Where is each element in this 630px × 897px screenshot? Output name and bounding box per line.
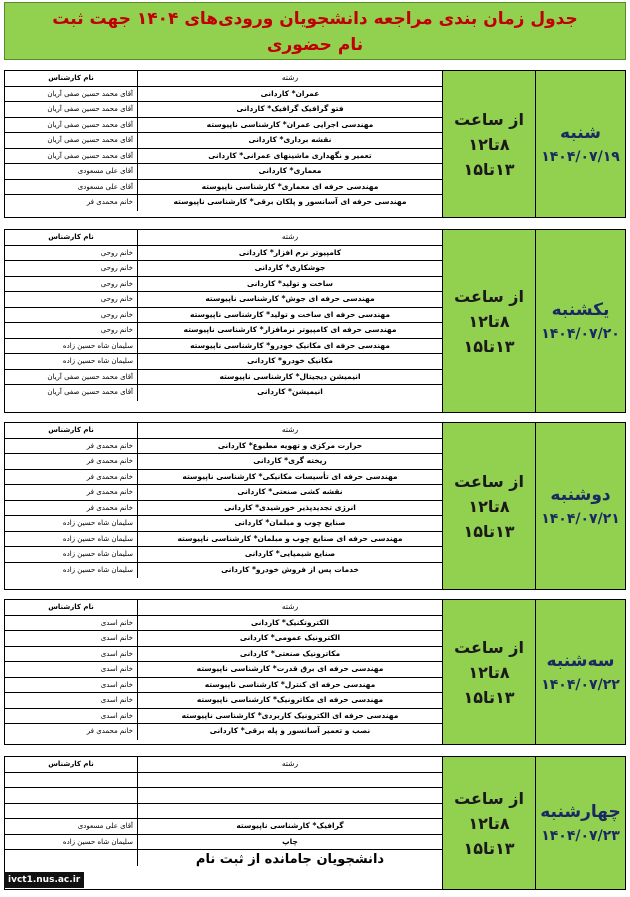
table-row: [5, 118, 442, 134]
field-cell: ساخت و تولید* کاردانی: [246, 278, 333, 288]
expert-name-cell: خانم اسدی: [5, 616, 138, 631]
field-cell: خدمات پس از فروش خودرو* کاردانی: [221, 564, 359, 574]
expert-name-cell: خانم اسدی: [5, 709, 138, 724]
table-row: [5, 788, 442, 804]
day-name: یکشنبه: [551, 300, 610, 320]
time-line: ۸تا۱۲: [468, 662, 510, 682]
table-row: [5, 195, 442, 211]
table-row: [5, 102, 442, 118]
table-row: [5, 501, 442, 517]
field-cell: مهندسی حرفه ای مکانیک خودرو* کارشناسی ناپیوسته: [190, 340, 390, 350]
field-cell: مکانیک خودرو* کاردانی: [247, 356, 333, 365]
table-row: [5, 454, 442, 470]
table-row: [5, 563, 442, 579]
day-table: [5, 757, 443, 889]
expert-name-cell: خانم روحی: [5, 323, 138, 338]
table-row: [5, 662, 442, 678]
field-cell: مکاترونیک صنعتی* کاردانی: [239, 648, 341, 658]
field-cell: نقشه برداری* کاردانی: [248, 135, 332, 144]
expert-name-cell: خانم روحی: [5, 277, 138, 292]
field-cell: ریخته گری* کاردانی: [253, 456, 327, 465]
header-expert: نام کارشناس: [5, 757, 138, 772]
field-cell: مهندسی حرفه ای معماری* کارشناسی ناپیوسته: [201, 181, 379, 191]
expert-name-cell: خانم محمدی فر: [5, 439, 138, 454]
day-table: [5, 423, 443, 589]
field-cell: مهندسی حرفه ای جوش* کارشناسی ناپیوسته: [205, 294, 375, 303]
time-line: از ساعت: [454, 286, 524, 306]
expert-name-cell: [5, 804, 138, 819]
table-row: [5, 470, 442, 486]
expert-name-cell: سلیمان شاه حسین زاده: [5, 835, 138, 850]
day-block: [4, 422, 626, 590]
expert-name-cell: خانم اسدی: [5, 631, 138, 646]
field-cell: انرژی تجدیدپذیر خورشیدی* کاردانی: [224, 502, 356, 512]
field-cell: صنایع شیمیایی* کاردانی: [244, 549, 336, 558]
expert-name-cell: خانم روحی: [5, 308, 138, 323]
table-row: [5, 292, 442, 308]
header-expert: نام کارشناس: [5, 230, 138, 245]
expert-name-cell: آقای محمد حسین صفی آریان: [5, 133, 138, 148]
table-row: [5, 835, 442, 851]
field-cell: مهندسی اجرایی عمران* کارشناسی ناپیوسته: [206, 119, 374, 129]
field-cell: گرافیک* کارشناسی ناپیوسته: [236, 821, 344, 830]
table-row: [5, 246, 442, 262]
time-line: ۸تا۱۲: [468, 134, 510, 154]
day-cell: [536, 757, 625, 889]
expert-name-cell: خانم محمدی فر: [5, 485, 138, 500]
field-cell: فتو گرافیک گرافیک* کاردانی: [236, 104, 344, 113]
expert-name-cell: آقای محمد حسین صفی آریان: [5, 87, 138, 102]
field-cell: [138, 773, 442, 788]
time-line: ۱۳تا۱۵: [463, 838, 515, 858]
table-row: [5, 385, 442, 401]
expert-name-cell: آقای محمد حسین صفی آریان: [5, 118, 138, 133]
expert-name-cell: سلیمان شاه حسین زاده: [5, 547, 138, 562]
table-row: [5, 693, 442, 709]
table-row: [5, 647, 442, 663]
day-block: [4, 70, 626, 218]
table-row: [5, 819, 442, 835]
time-line: از ساعت: [454, 109, 524, 129]
title-line-1: جدول زمان بندی مراجعه دانشجویان ورودی‌های ۱۴۰۴ جهت ثبت: [52, 9, 578, 29]
expert-name-cell: سلیمان شاه حسین زاده: [5, 339, 138, 354]
time-line: ۱۳تا۱۵: [463, 687, 515, 707]
field-cell: انیمیشن* کاردانی: [257, 387, 323, 396]
header-field: رشته: [281, 602, 299, 611]
expert-name-cell: [5, 788, 138, 803]
time-cell: [443, 230, 536, 412]
day-cell: [536, 230, 625, 412]
field-cell: جوشکاری* کاردانی: [254, 263, 326, 272]
time-line: ۱۳تا۱۵: [463, 336, 515, 356]
field-cell: مهندسی حرفه ای ساخت و تولید* کارشناسی ناپیوسته: [190, 309, 390, 319]
field-cell: صنایع چوب و مبلمان* کاردانی: [234, 518, 346, 527]
table-row: [5, 261, 442, 277]
time-line: از ساعت: [454, 637, 524, 657]
day-date: ۱۴۰۴/۰۷/۱۹: [541, 149, 620, 165]
expert-name-cell: سلیمان شاه حسین زاده: [5, 516, 138, 531]
field-cell: مهندسی حرفه ای کنترل* کارشناسی ناپیوسته: [204, 679, 376, 689]
expert-name-cell: خانم محمدی فر: [5, 724, 138, 740]
expert-name-cell: خانم اسدی: [5, 662, 138, 677]
expert-name-cell: خانم روحی: [5, 292, 138, 307]
table-row: [5, 339, 442, 355]
time-line: ۸تا۱۲: [468, 813, 510, 833]
field-cell: نقشه کشی صنعتی* کاردانی: [237, 487, 343, 496]
table-row: [5, 180, 442, 196]
expert-name-cell: خانم محمدی فر: [5, 195, 138, 211]
header-field: رشته: [281, 73, 299, 82]
expert-name-cell: آقای علی مسعودی: [5, 819, 138, 834]
field-cell: الکترونیک عمومی* کاردانی: [239, 633, 341, 642]
day-table: [5, 600, 443, 744]
field-cell: کامپیوتر نرم افزار* کاردانی: [238, 247, 342, 257]
expert-name-cell: سلیمان شاه حسین زاده: [5, 354, 138, 369]
time-cell: [443, 71, 536, 217]
header-expert: نام کارشناس: [5, 600, 138, 615]
table-row: [5, 547, 442, 563]
expert-name-cell: خانم روحی: [5, 246, 138, 261]
header-field: رشته: [281, 759, 299, 768]
table-row: [5, 631, 442, 647]
field-cell: مهندسی حرفه ای آسانسور و پلکان برقی* کارشناسی ناپیوسته: [173, 197, 407, 206]
field-cell: الکتروتکنیک* کاردانی: [251, 617, 329, 627]
day-name: سه‌شنبه: [546, 651, 615, 671]
table-row: [5, 485, 442, 501]
expert-name-cell: خانم روحی: [5, 261, 138, 276]
day-name: شنبه: [560, 123, 601, 143]
header-field: رشته: [281, 232, 299, 241]
day-name: دوشنبه: [550, 485, 611, 505]
table-header-row: [5, 600, 442, 616]
day-name: چهارشنبه: [540, 802, 621, 822]
day-date: ۱۴۰۴/۰۷/۲۲: [541, 677, 620, 693]
field-cell: نصب و تعمیر آسانسور و پله برقی* کاردانی: [209, 726, 371, 735]
expert-name-cell: خانم محمدی فر: [5, 501, 138, 516]
table-row: [5, 308, 442, 324]
field-cell: مهندسی حرفه ای تأسیسات مکانیکی* کارشناسی ناپیوسته: [182, 471, 398, 481]
table-row: [5, 149, 442, 165]
table-row: [5, 370, 442, 386]
day-block: [4, 599, 626, 745]
expert-name-cell: خانم اسدی: [5, 647, 138, 662]
site-watermark: ivct1.nus.ac.ir: [4, 872, 84, 888]
header-expert: نام کارشناس: [5, 423, 138, 438]
field-cell: مهندسی حرفه ای کامپیوتر نرمافزار* کارشناسی ناپیوسته: [183, 325, 397, 334]
expert-name-cell: آقای علی مسعودی: [5, 164, 138, 179]
expert-name-cell: خانم اسدی: [5, 678, 138, 693]
late-students-note: دانشجویان جامانده از ثبت نام: [195, 852, 385, 867]
time-line: از ساعت: [454, 788, 524, 808]
time-line: ۱۳تا۱۵: [463, 521, 515, 541]
day-cell: [536, 600, 625, 744]
table-row: [5, 532, 442, 548]
table-row: [5, 724, 442, 740]
expert-name-cell: خانم محمدی فر: [5, 470, 138, 485]
field-cell: تعمیر و نگهداری ماشینهای عمرانی* کاردانی: [208, 150, 372, 160]
table-row: [5, 354, 442, 370]
table-row: [5, 516, 442, 532]
expert-name-cell: آقای محمد حسین صفی آریان: [5, 149, 138, 164]
field-cell: مهندسی حرفه ای الکترونیک کاربردی* کارشناسی ناپیوسته: [181, 710, 399, 720]
time-cell: [443, 757, 536, 889]
expert-name-cell: خانم اسدی: [5, 693, 138, 708]
field-cell: عمران* کاردانی: [260, 88, 320, 98]
expert-name-cell: آقای علی مسعودی: [5, 180, 138, 195]
header-field: رشته: [281, 425, 299, 434]
table-row: [5, 616, 442, 632]
expert-name-cell: آقای محمد حسین صفی آریان: [5, 385, 138, 401]
table-row: [5, 804, 442, 820]
table-row: [5, 439, 442, 455]
table-header-row: [5, 757, 442, 773]
field-cell: [138, 804, 442, 819]
header-expert: نام کارشناس: [5, 71, 138, 86]
expert-name-cell: سلیمان شاه حسین زاده: [5, 532, 138, 547]
time-cell: [443, 423, 536, 589]
field-cell: مهندسی حرفه ای مکاترونیک* کارشناسی ناپیوسته: [196, 695, 384, 704]
day-block: [4, 229, 626, 413]
day-table: [5, 71, 443, 217]
field-cell: انیمیشن دیجیتال* کارشناسی ناپیوسته: [219, 371, 361, 381]
field-cell: حرارت مرکزی و تهویه مطبوع* کاردانی: [217, 440, 363, 450]
table-row: [5, 277, 442, 293]
time-line: از ساعت: [454, 471, 524, 491]
expert-name-cell: [5, 773, 138, 788]
time-line: ۸تا۱۲: [468, 496, 510, 516]
table-header-row: [5, 71, 442, 87]
page-title: [4, 2, 626, 60]
table-row: [5, 773, 442, 789]
field-cell: [138, 788, 442, 803]
table-row: [5, 87, 442, 103]
day-cell: [536, 423, 625, 589]
table-row: [5, 709, 442, 725]
title-line-2: نام حضوری: [266, 35, 364, 55]
expert-name-cell: آقای محمد حسین صفی آریان: [5, 102, 138, 117]
day-table: [5, 230, 443, 412]
table-row: [5, 164, 442, 180]
expert-name-cell: [5, 850, 138, 866]
time-line: ۸تا۱۲: [468, 311, 510, 331]
table-header-row: [5, 230, 442, 246]
expert-name-cell: خانم محمدی فر: [5, 454, 138, 469]
table-row: [5, 323, 442, 339]
day-date: ۱۴۰۴/۰۷/۲۳: [541, 828, 620, 844]
field-cell: مهندسی حرفه ای برق قدرت* کارشناسی ناپیوسته: [196, 664, 384, 673]
day-cell: [536, 71, 625, 217]
field-cell: مهندسی حرفه ای صنایع چوب و مبلمان* کارشناسی ناپیوسته: [177, 533, 403, 543]
day-block: [4, 756, 626, 890]
time-cell: [443, 600, 536, 744]
field-cell: معماری* کاردانی: [258, 166, 322, 175]
expert-name-cell: سلیمان شاه حسین زاده: [5, 563, 138, 579]
field-cell: چاپ: [282, 836, 298, 846]
day-date: ۱۴۰۴/۰۷/۲۰: [541, 326, 620, 342]
table-row: [5, 133, 442, 149]
table-row: [5, 678, 442, 694]
table-header-row: [5, 423, 442, 439]
expert-name-cell: آقای محمد حسین صفی آریان: [5, 370, 138, 385]
day-date: ۱۴۰۴/۰۷/۲۱: [541, 511, 620, 527]
time-line: ۱۳تا۱۵: [463, 159, 515, 179]
